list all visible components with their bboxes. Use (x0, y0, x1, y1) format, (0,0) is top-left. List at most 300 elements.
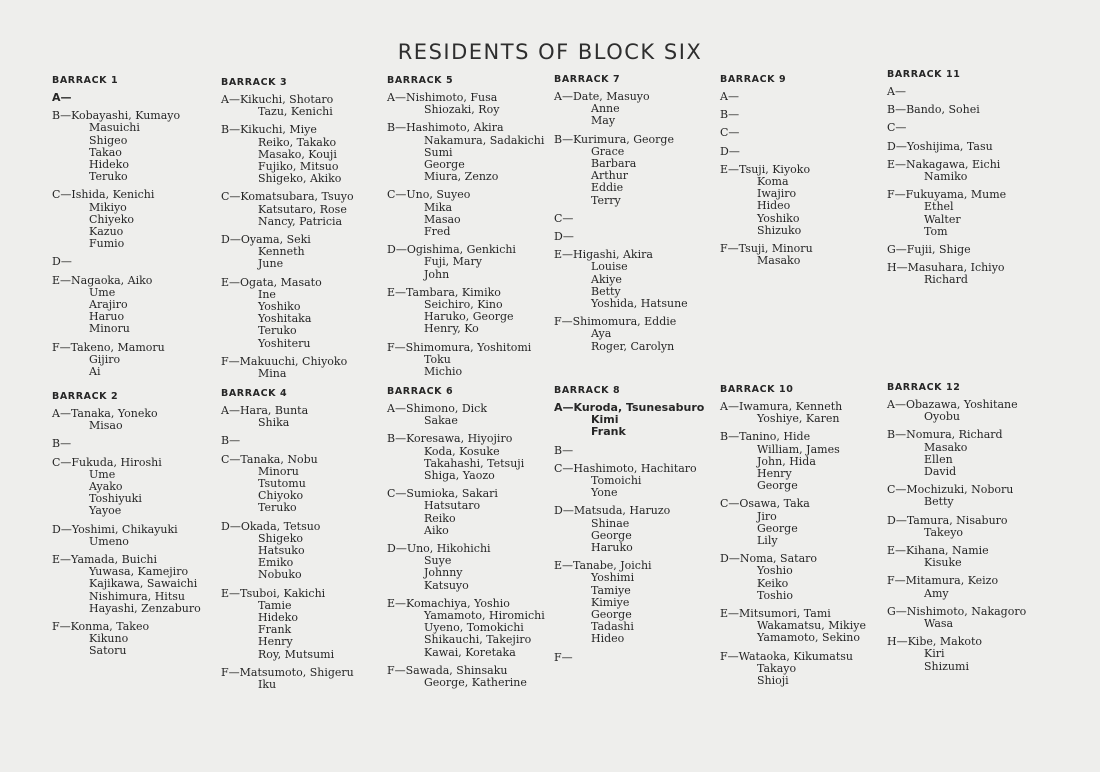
apartment-entry (887, 262, 1052, 286)
apartment-entry (887, 515, 1052, 539)
apartment-entry (887, 484, 1052, 508)
family-member: Seichiro, Kino (424, 298, 503, 312)
head-of-household: D—Tamura, Nisaburo (887, 513, 1008, 527)
family-member: Nancy, Patricia (258, 214, 343, 228)
barrack-column (887, 69, 1052, 287)
family-member: Yuwasa, Kamejiro (89, 565, 189, 579)
family-member: Sumi (424, 145, 453, 159)
family-member: Minoru (258, 464, 299, 478)
family-member: Richard (924, 273, 968, 287)
barrack-heading: BARRACK 1 (52, 75, 119, 86)
apartment-entry (387, 403, 552, 427)
barrack-column (387, 386, 552, 689)
head-of-household: A— (52, 91, 72, 104)
head-of-household: E—Tanabe, Joichi (554, 559, 652, 573)
apartment-entry (554, 249, 719, 310)
family-member: Iwajiro (757, 187, 797, 201)
family-member: Hideo (591, 632, 625, 646)
head-of-household: C—Tanaka, Nobu (221, 452, 318, 466)
apartment-entry (221, 521, 386, 582)
head-of-household: A—Iwamura, Kenneth (720, 400, 843, 413)
head-of-household: D— (720, 144, 740, 158)
apartment-entry (887, 244, 1052, 256)
head-of-household: F—Shimomura, Yoshitomi (387, 340, 532, 354)
apartment-entry (887, 141, 1052, 153)
barrack-heading: BARRACK 9 (720, 74, 787, 85)
family-member: Teruko (258, 501, 297, 515)
family-member: Shigeko, Akiko (258, 172, 342, 186)
family-member: Tamiye (591, 583, 631, 597)
family-member: Arthur (591, 169, 629, 183)
head-of-household: D—Noma, Sataro (720, 552, 818, 566)
family-member: George (757, 521, 798, 535)
head-of-household: D— (52, 255, 72, 269)
head-of-household: B—Kikuchi, Miye (221, 123, 317, 137)
family-member: Takeyo (924, 525, 964, 539)
family-member: Koda, Kosuke (424, 444, 500, 458)
family-member: Yoshiteru (258, 336, 311, 350)
family-member: Namiko (924, 170, 968, 184)
family-member: Betty (591, 284, 621, 298)
head-of-household: B— (221, 434, 241, 448)
family-member: Mina (258, 367, 287, 381)
head-of-household: D—Matsuda, Haruzo (554, 504, 671, 518)
family-member: Tomoichi (591, 474, 642, 488)
apartment-entry (221, 667, 386, 691)
family-member: Haruko, George (424, 310, 514, 324)
family-member: Shinae (591, 516, 630, 530)
family-member: Kikuno (89, 632, 129, 646)
apartment-entry (387, 189, 552, 238)
head-of-household: B— (720, 108, 740, 122)
apartment-entry (554, 316, 719, 353)
head-of-household: F—Makuuchi, Chiyoko (221, 354, 348, 368)
barrack-heading: BARRACK 6 (387, 386, 454, 397)
head-of-household: E—Nagaoka, Aiko (52, 273, 153, 287)
family-member: Shikauchi, Takejiro (424, 633, 532, 647)
family-member: Yayoe (89, 504, 122, 518)
head-of-household: E—Ogata, Masato (221, 275, 322, 289)
family-member: Masako (924, 440, 968, 454)
apartment-entry (387, 92, 552, 116)
apartment-entry (887, 575, 1052, 599)
family-member: William, James (757, 442, 840, 456)
family-member: Chiyeko (89, 212, 135, 226)
family-member: Hideko (89, 158, 129, 172)
apartment-entry (387, 543, 552, 592)
family-member: Haruo (89, 310, 125, 324)
head-of-household: C— (720, 126, 740, 140)
apartment-entry (52, 110, 217, 183)
family-member: Takao (89, 145, 122, 159)
family-member: Kawai, Koretaka (424, 645, 516, 659)
family-member: Sakae (424, 414, 458, 428)
head-of-household: H—Masuhara, Ichiyo (887, 261, 1005, 275)
family-member: Katsuyo (424, 578, 469, 592)
barrack-column (720, 74, 885, 267)
family-member: Kisuke (924, 556, 962, 570)
apartment-entry (52, 189, 217, 250)
apartment-entry (720, 243, 885, 267)
family-member: Lily (757, 534, 778, 548)
family-member: Kiri (924, 647, 945, 661)
family-member: Yoshio (757, 564, 793, 578)
family-member: Louise (591, 260, 628, 274)
apartment-entry (887, 545, 1052, 569)
head-of-household: D—Oyama, Seki (221, 233, 311, 247)
apartment-entry (887, 122, 1052, 134)
family-member: Toku (424, 352, 451, 366)
family-member: Tsutomu (258, 477, 306, 491)
family-member: Nobuko (258, 568, 302, 582)
apartment-entry (554, 445, 719, 457)
head-of-household: E—Mitsumori, Tami (720, 607, 831, 621)
apartment-entry (554, 560, 719, 645)
barrack-heading: BARRACK 12 (887, 382, 961, 393)
family-member: Masako (757, 254, 801, 268)
family-member: Mika (424, 200, 453, 214)
family-member: Oyobu (924, 410, 960, 424)
apartment-entry (554, 652, 719, 664)
family-member: David (924, 465, 957, 479)
family-member: Reiko (424, 511, 456, 525)
family-member: Yoshiye, Karen (757, 412, 840, 426)
apartment-entry (387, 665, 552, 689)
apartment-entry (720, 127, 885, 139)
barrack-column (887, 382, 1052, 673)
family-member: John, Hida (757, 454, 816, 468)
head-of-household: C—Uno, Suyeo (387, 188, 471, 202)
family-member: Fuji, Mary (424, 255, 482, 269)
head-of-household: D—Uno, Hikohichi (387, 542, 491, 556)
head-of-household: B— (52, 437, 72, 451)
head-of-household: B—Hashimoto, Akira (387, 121, 504, 135)
apartment-entry (554, 402, 719, 439)
head-of-household: G—Nishimoto, Nakagoro (887, 604, 1027, 618)
family-member: Ai (89, 365, 101, 379)
apartment-entry (52, 457, 217, 518)
apartment-entry (387, 342, 552, 379)
head-of-household: A—Nishimoto, Fusa (387, 91, 498, 104)
head-of-household: G—Fujii, Shige (887, 243, 971, 257)
apartment-entry (221, 435, 386, 447)
family-member: George (591, 528, 632, 542)
family-member: Yoshitaka (258, 312, 312, 326)
family-member: Hatsuko (258, 544, 305, 558)
apartment-entry (720, 431, 885, 492)
head-of-household: C— (887, 121, 907, 135)
apartment-entry (52, 621, 217, 658)
page-title: RESIDENTS OF BLOCK SIX (397, 40, 703, 64)
family-member: Takahashi, Tetsuji (424, 456, 525, 470)
family-member: Hayashi, Zenzaburo (89, 601, 201, 615)
family-member: Tadashi (591, 620, 634, 634)
apartment-entry (720, 401, 885, 425)
apartment-entry (221, 356, 386, 380)
head-of-household: C—Ishida, Kenichi (52, 188, 155, 202)
family-member: Grace (591, 144, 625, 158)
family-member: Shioji (757, 674, 789, 688)
apartment-entry (887, 159, 1052, 183)
apartment-entry (221, 191, 386, 228)
barrack-column (554, 385, 719, 664)
family-member: Yoshiko (757, 211, 800, 225)
family-member: Yamamoto, Sekino (757, 631, 860, 645)
apartment-entry (221, 405, 386, 429)
family-member: Shiozaki, Roy (424, 103, 500, 117)
apartment-entry (554, 505, 719, 554)
family-member: Aiko (424, 523, 449, 537)
barrack-column (52, 75, 217, 378)
apartment-entry (887, 104, 1052, 116)
apartment-entry (554, 213, 719, 225)
family-member: Amy (924, 586, 949, 600)
head-of-household: E—Tsuji, Kiyoko (720, 162, 811, 176)
head-of-household: C— (554, 211, 574, 225)
apartment-entry (387, 122, 552, 183)
family-member: Anne (591, 102, 620, 116)
family-member: Haruko (591, 541, 633, 555)
barrack-heading: BARRACK 11 (887, 69, 961, 80)
family-member: Kenneth (258, 245, 305, 259)
family-member: Satoru (89, 644, 127, 658)
apartment-entry (52, 275, 217, 336)
head-of-household: F—Shimomura, Eddie (554, 315, 677, 329)
apartment-entry (52, 342, 217, 379)
family-member: Hideko (258, 611, 298, 625)
family-member: Jiro (757, 509, 777, 523)
apartment-entry (387, 287, 552, 336)
apartment-entry (221, 454, 386, 515)
head-of-household: A—Date, Masuyo (554, 90, 650, 103)
family-member: Koma (757, 175, 789, 189)
apartment-entry (720, 651, 885, 688)
barrack-column (52, 391, 217, 658)
head-of-household: E—Yamada, Buichi (52, 553, 158, 567)
family-member: Ume (89, 467, 116, 481)
family-member: Toshiyuki (89, 492, 142, 506)
family-member: Ellen (924, 452, 953, 466)
family-member: Henry (258, 635, 293, 649)
family-member: George (591, 608, 632, 622)
family-member: Tom (924, 224, 948, 238)
family-member: Teruko (258, 324, 297, 338)
head-of-household: B—Bando, Sohei (887, 103, 980, 117)
barrack-column (221, 77, 386, 380)
head-of-household: E—Tsuboi, Kakichi (221, 586, 326, 600)
apartment-entry (221, 588, 386, 661)
head-of-household: F—Wataoka, Kikumatsu (720, 649, 853, 663)
family-member: Hatsutaro (424, 499, 481, 513)
family-member: Kajikawa, Sawaichi (89, 577, 198, 591)
family-member: Betty (924, 495, 954, 509)
family-member: Nakamura, Sadakichi (424, 133, 545, 147)
family-member: Masako, Kouji (258, 147, 337, 161)
family-member: Fumio (89, 237, 125, 251)
family-member: Teruko (89, 170, 128, 184)
family-member: Roger, Carolyn (591, 339, 675, 353)
family-member: Reiko, Takako (258, 135, 337, 149)
head-of-household: A— (720, 90, 739, 103)
head-of-household: A—Tanaka, Yoneko (52, 407, 158, 420)
family-member: Nishimura, Hitsu (89, 589, 185, 603)
family-member: Akiye (591, 272, 622, 286)
apartment-entry (387, 488, 552, 537)
apartment-entry (52, 408, 217, 432)
family-member: Michio (424, 365, 463, 379)
family-member: Iku (258, 678, 277, 692)
apartment-entry (720, 498, 885, 547)
family-member: Mikiyo (89, 200, 127, 214)
apartment-entry (52, 256, 217, 268)
family-member: George (424, 158, 465, 172)
barrack-column (387, 75, 552, 378)
family-member: Eddie (591, 181, 624, 195)
apartment-entry (887, 636, 1052, 673)
family-member: Roy, Mutsumi (258, 647, 335, 661)
barrack-column (720, 384, 885, 687)
apartment-entry (52, 524, 217, 548)
apartment-entry (720, 164, 885, 237)
head-of-household: F— (554, 650, 573, 664)
head-of-household: B—Kobayashi, Kumayo (52, 109, 181, 123)
family-member: Ine (258, 287, 276, 301)
head-of-household: C—Fukuda, Hiroshi (52, 455, 162, 469)
head-of-household: A—Kikuchi, Shotaro (221, 93, 334, 106)
family-member: George, Katherine (424, 676, 527, 690)
head-of-household: D— (554, 230, 574, 244)
family-member: Fred (424, 225, 451, 239)
family-member: Suye (424, 554, 452, 568)
barrack-heading: BARRACK 4 (221, 388, 288, 399)
head-of-household: F—Sawada, Shinsaku (387, 663, 508, 677)
family-member: George (757, 479, 798, 493)
family-member: Uyeno, Tomokichi (424, 621, 524, 635)
apartment-entry (52, 438, 217, 450)
family-member: Henry (757, 467, 792, 481)
head-of-household: B—Kurimura, George (554, 132, 674, 146)
family-member: Arajiro (89, 298, 128, 312)
apartment-entry (720, 608, 885, 645)
family-member: Frank (258, 623, 292, 637)
head-of-household: C—Komatsubara, Tsuyo (221, 190, 354, 204)
family-member: Masuichi (89, 121, 140, 135)
family-member: Frank (591, 425, 626, 439)
family-member: Yamamoto, Hiromichi (424, 609, 545, 623)
family-member: May (591, 114, 616, 128)
apartment-entry (720, 553, 885, 602)
family-member: Hideo (757, 199, 791, 213)
head-of-household: A— (887, 85, 906, 98)
family-member: Kazuo (89, 225, 124, 239)
apartment-entry (52, 554, 217, 615)
apartment-entry (887, 606, 1052, 630)
head-of-household: H—Kibe, Makoto (887, 635, 983, 649)
barrack-column (221, 388, 386, 691)
apartment-entry (887, 86, 1052, 98)
barrack-heading: BARRACK 7 (554, 74, 621, 85)
head-of-household: C—Hashimoto, Hachitaro (554, 461, 697, 475)
barrack-heading: BARRACK 5 (387, 75, 454, 86)
family-member: Keiko (757, 576, 789, 590)
family-member: Aya (591, 327, 612, 341)
barrack-heading: BARRACK 10 (720, 384, 794, 395)
family-member: Shizumi (924, 659, 969, 673)
head-of-household: F—Konma, Takeo (52, 620, 150, 634)
head-of-household: E—Kihana, Namie (887, 544, 989, 558)
apartment-entry (720, 146, 885, 158)
family-member: Masao (424, 212, 461, 226)
family-member: Henry, Ko (424, 322, 479, 336)
family-member: Shiga, Yaozo (424, 469, 495, 483)
apartment-entry (221, 277, 386, 350)
head-of-household: E—Tambara, Kimiko (387, 285, 501, 299)
family-member: Emiko (258, 556, 294, 570)
barrack-heading: BARRACK 8 (554, 385, 621, 396)
family-member: Shigeko (258, 531, 303, 545)
family-member: Wakamatsu, Mikiye (757, 619, 866, 633)
family-member: Walter (924, 212, 961, 226)
barrack-heading: BARRACK 2 (52, 391, 119, 402)
family-member: Takayo (757, 661, 797, 675)
family-member: Katsutaro, Rose (258, 202, 347, 216)
head-of-household: F—Matsumoto, Shigeru (221, 665, 354, 679)
head-of-household: B—Tanino, Hide (720, 430, 811, 444)
apartment-entry (221, 94, 386, 118)
family-member: Tamie (258, 598, 292, 612)
family-member: Yone (591, 486, 618, 500)
family-member: Yoshida, Hatsune (591, 297, 688, 311)
family-member: Toshio (757, 588, 793, 602)
family-member: Chiyoko (258, 489, 304, 503)
family-member: Johnny (424, 566, 463, 580)
apartment-entry (387, 244, 552, 281)
family-member: Yoshimi (591, 571, 635, 585)
family-member: Gijiro (89, 352, 121, 366)
family-member: Ethel (924, 200, 954, 214)
family-member: Wasa (924, 617, 954, 631)
apartment-entry (387, 598, 552, 659)
family-member: Kimi (591, 413, 619, 427)
head-of-household: F—Fukuyama, Mume (887, 188, 1007, 202)
apartment-entry (887, 189, 1052, 238)
apartment-entry (720, 91, 885, 103)
family-member: Shika (258, 416, 290, 430)
head-of-household: F—Takeno, Mamoru (52, 340, 165, 354)
head-of-household: B—Koresawa, Hiyojiro (387, 432, 513, 446)
head-of-household: C—Sumioka, Sakari (387, 487, 498, 501)
family-member: Tazu, Kenichi (258, 105, 333, 119)
barrack-column (554, 74, 719, 353)
family-member: Miura, Zenzo (424, 170, 499, 184)
head-of-household: A—Obazawa, Yoshitane (887, 398, 1018, 411)
apartment-entry (887, 429, 1052, 478)
family-member: Shigeo (89, 133, 128, 147)
head-of-household: F—Tsuji, Minoru (720, 242, 813, 256)
family-member: Yoshiko (258, 300, 301, 314)
apartment-entry (221, 234, 386, 271)
head-of-household: D—Yoshijima, Tasu (887, 139, 993, 153)
head-of-household: B—Nomura, Richard (887, 428, 1003, 442)
family-member: Terry (591, 193, 621, 207)
head-of-household: A—Kuroda, Tsunesaburo (554, 401, 705, 414)
head-of-household: E—Higashi, Akira (554, 248, 653, 262)
head-of-household: D—Yoshimi, Chikayuki (52, 522, 178, 536)
head-of-household: C—Osawa, Taka (720, 497, 810, 511)
family-member: Minoru (89, 322, 130, 336)
head-of-household: F—Mitamura, Keizo (887, 574, 999, 588)
apartment-entry (387, 433, 552, 482)
